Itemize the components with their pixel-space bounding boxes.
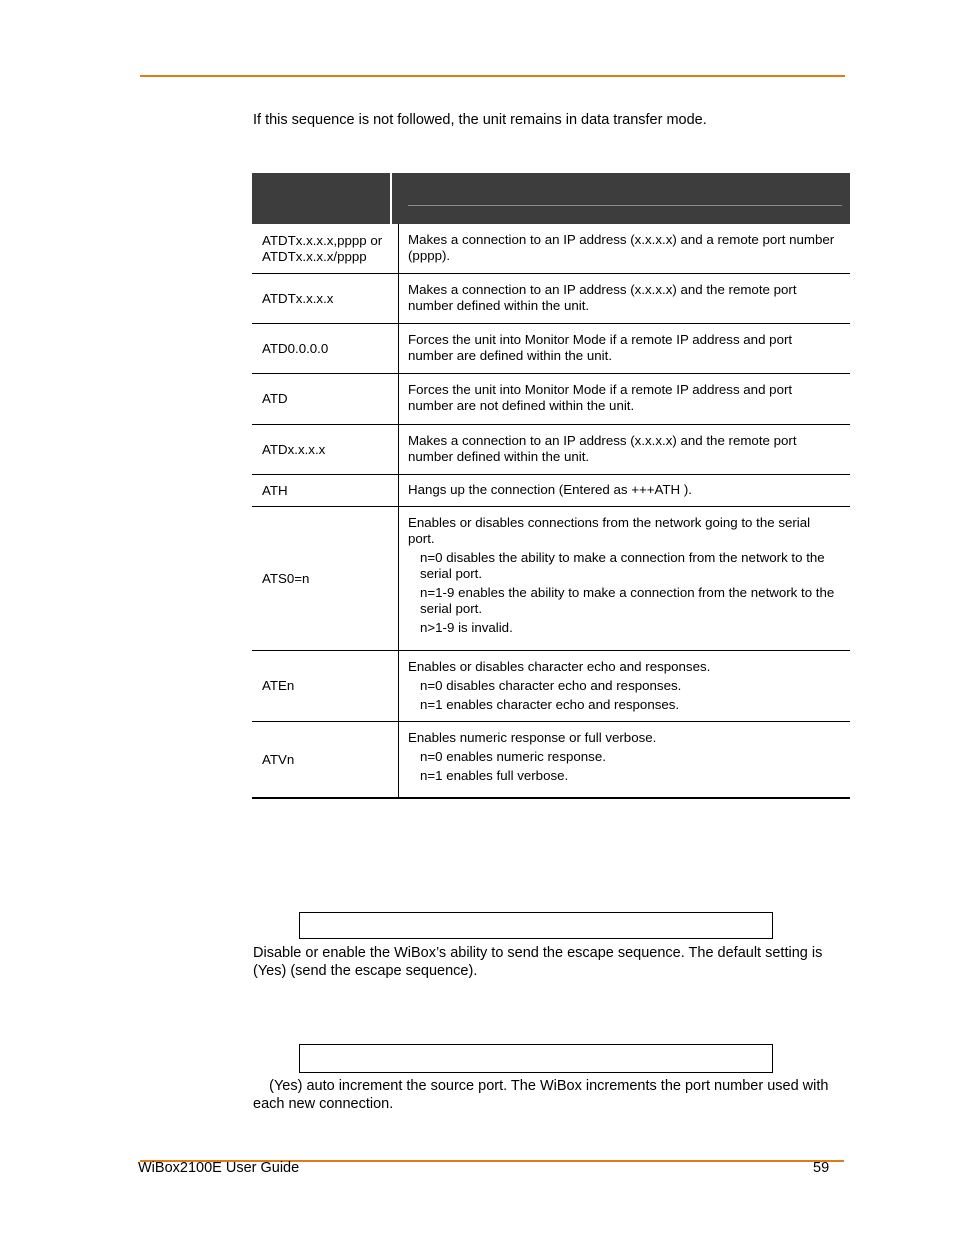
table-row — [252, 507, 850, 651]
page-number: 59 — [813, 1160, 830, 1176]
description-subitem: n=0 disables character echo and responses. — [420, 678, 682, 693]
setting-prompt-box — [299, 1044, 773, 1073]
table-row — [252, 722, 850, 799]
table-row — [252, 374, 850, 425]
table-header — [252, 173, 850, 224]
command-cell: ATEn — [252, 651, 399, 721]
description-text: Makes a connection to an IP address (x.x.x.x) and a remote port number (pppp). — [408, 232, 835, 263]
description-cell — [399, 324, 850, 373]
description-cell — [399, 475, 850, 506]
description-subitem: n=1 enables full verbose. — [420, 768, 569, 783]
description-subitem: n=0 disables the ability to make a connection from the network to the serial port. — [420, 550, 825, 581]
command-cell: ATD0.0.0.0 — [252, 324, 399, 373]
description-cell — [399, 425, 850, 474]
header-line — [408, 205, 842, 206]
description-cell — [399, 374, 850, 424]
description-subitem: n=0 enables numeric response. — [420, 749, 606, 764]
footer-title: WiBox2100E User Guide — [138, 1160, 300, 1176]
description-text: Enables numeric response or full verbose. — [408, 730, 657, 745]
intro-text: If this sequence is not followed, the unit remains in data transfer mode. — [253, 112, 707, 128]
description-cell — [399, 722, 850, 797]
header-rule — [140, 75, 845, 77]
header-separator — [390, 173, 392, 224]
description-cell — [399, 224, 850, 273]
description-text: Makes a connection to an IP address (x.x.x.x) and the remote port number defined within the unit. — [408, 282, 797, 313]
description-cell — [399, 274, 850, 323]
setting-prompt-box — [299, 912, 773, 939]
description-text: Hangs up the connection (Entered as +++ATH ). — [408, 482, 692, 497]
description-cell — [399, 651, 850, 721]
description-text: Forces the unit into Monitor Mode if a remote IP address and port number are not defined within the unit. — [408, 382, 793, 413]
command-cell: ATDTx.x.x.x,pppp or ATDTx.x.x.x/pppp — [252, 224, 399, 273]
description-text: Forces the unit into Monitor Mode if a remote IP address and port number are defined within the unit. — [408, 332, 793, 363]
description-text: Makes a connection to an IP address (x.x.x.x) and the remote port number defined within the unit. — [408, 433, 797, 464]
command-cell: ATH — [252, 475, 399, 506]
description-text: Enables or disables connections from the network going to the serial port. — [408, 515, 811, 546]
command-cell: ATDTx.x.x.x — [252, 274, 399, 323]
description-text: Enables or disables character echo and responses. — [408, 659, 711, 674]
description-subitem: n=1 enables character echo and responses. — [420, 697, 680, 712]
table-row — [252, 475, 850, 507]
command-cell: ATS0=n — [252, 507, 399, 650]
send-escape-description: Disable or enable the WiBox’s ability to send the escape sequence. The default setting is (Yes) (send the escape sequence). — [253, 945, 843, 979]
table-row — [252, 324, 850, 374]
command-table — [252, 224, 850, 799]
description-subitem: n=1-9 enables the ability to make a connection from the network to the serial port. — [420, 585, 835, 616]
description-cell — [399, 507, 850, 650]
auto-increment-description: (Yes) auto increment the source port. The WiBox increments the port number used with each new connection. — [253, 1078, 833, 1112]
command-cell: ATVn — [252, 722, 399, 797]
command-cell: ATD — [252, 374, 399, 424]
table-row — [252, 651, 850, 722]
table-row — [252, 224, 850, 274]
table-row — [252, 425, 850, 475]
description-subitem: n>1-9 is invalid. — [420, 620, 513, 635]
command-cell: ATDx.x.x.x — [252, 425, 399, 474]
table-row — [252, 274, 850, 324]
